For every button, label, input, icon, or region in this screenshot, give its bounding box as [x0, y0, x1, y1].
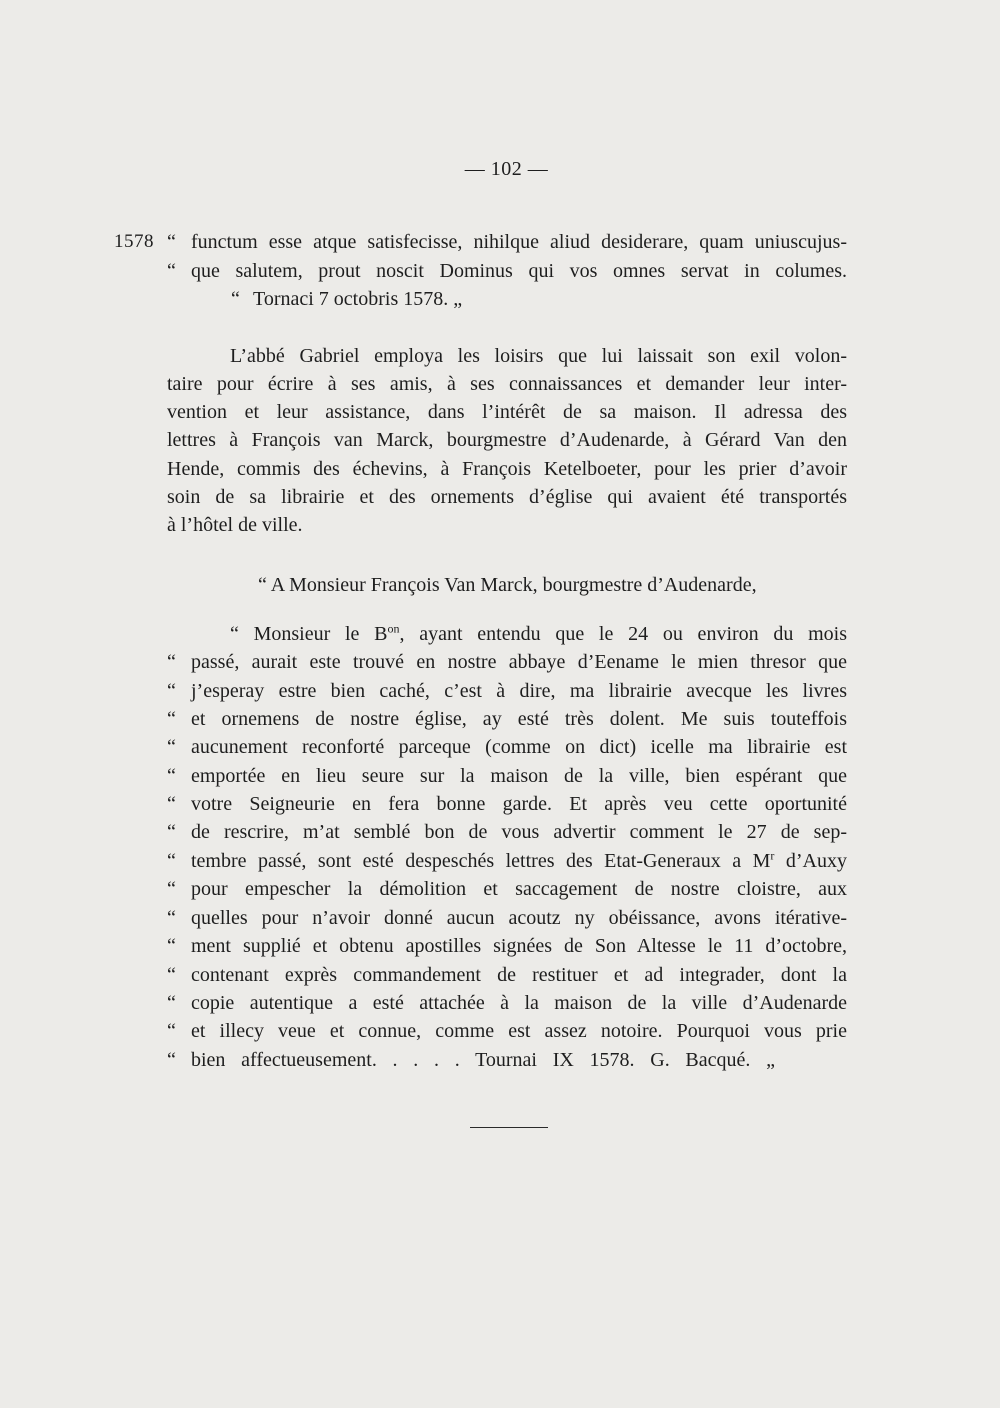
page-number: — 102 — — [464, 158, 549, 180]
quote-mark: “ — [167, 736, 176, 758]
quote-mark: “ — [167, 765, 176, 787]
quote-mark: “ — [167, 850, 176, 872]
letter-line: pour empescher la démolition et saccagement de nostre cloistre, aux — [191, 878, 847, 900]
quote-mark: “ — [167, 260, 176, 282]
latin-line: Tornaci 7 octobris 1578. „ — [253, 288, 463, 310]
letter-line: “ Monsieur le $B^{on}$, ayant entendu que le 24 ou environ du mois — [230, 621, 848, 645]
letter-line: passé, aurait este trouvé en nostre abbaye d’Eename le mien thresor que — [191, 651, 847, 673]
quote-mark: “ — [167, 651, 176, 673]
quote-mark: “ — [167, 821, 176, 843]
closing-rule — [470, 1127, 548, 1128]
narrative-line: vention et leur assistance, dans l’intérêt de sa maison. Il adressa des — [167, 401, 847, 423]
narrative-line: à l’hôtel de ville. — [167, 514, 303, 536]
narrative-line: soin de sa librairie et des ornements d’église qui avaient été transportés — [167, 486, 847, 508]
quote-mark: “ — [167, 793, 176, 815]
quote-mark: “ — [167, 708, 176, 730]
quote-mark: “ — [167, 878, 176, 900]
letter-line: et illecy veue et connue, comme est assez notoire. Pourquoi vous prie — [191, 1020, 847, 1042]
margin-year: 1578 — [114, 231, 154, 252]
quote-mark: “ — [231, 288, 240, 310]
quote-mark: “ — [167, 680, 176, 702]
letter-line: emportée en lieu seure sur la maison de la ville, bien espérant que — [191, 765, 847, 787]
letter-line: de rescrire, m’at semblé bon de vous advertir comment le 27 de sep- — [191, 821, 847, 843]
letter-line: ment supplié et obtenu apostilles signées de Son Altesse le 11 d’octobre, — [191, 935, 847, 957]
quote-mark: “ — [167, 1049, 176, 1071]
narrative-line: L’abbé Gabriel employa les loisirs que lui laissait son exil volon- — [230, 345, 847, 367]
letter-line: j’esperay estre bien caché, c’est à dire, ma librairie avecque les livres — [191, 680, 847, 702]
quote-mark: “ — [167, 907, 176, 929]
letter-address: “ A Monsieur François Van Marck, bourgmestre d’Audenarde, — [258, 574, 757, 596]
latin-line: functum esse atque satisfecisse, nihilque aliud desiderare, quam uniuscujus- — [191, 231, 847, 253]
letter-line: tembre passé, sont esté despeschés lettres des Etat-Generaux a $M^r$ d’Auxy — [191, 848, 847, 872]
letter-line: bien affectueusement. . . . . Tournai IX 1578. G. Bacqué. „ — [191, 1049, 775, 1071]
letter-line: quelles pour n’avoir donné aucun acoutz ny obéissance, avons itérative- — [191, 907, 847, 929]
quote-mark: “ — [167, 1020, 176, 1042]
quote-mark: “ — [167, 964, 176, 986]
letter-line: copie autentique a esté attachée à la maison de la ville d’Audenarde — [191, 992, 847, 1014]
narrative-line: Hende, commis des échevins, à François Ketelboeter, pour les prier d’avoir — [167, 458, 847, 480]
letter-line: votre Seigneurie en fera bonne garde. Et après veu cette oportunité — [191, 793, 847, 815]
letter-line: et ornemens de nostre église, ay esté très dolent. Me suis touteffois — [191, 708, 847, 730]
latin-line: que salutem, prout noscit Dominus qui vos omnes servat in columes. — [191, 260, 847, 282]
letter-line: aucunement reconforté parceque (comme on dict) icelle ma librairie est — [191, 736, 847, 758]
quote-mark: “ — [167, 992, 176, 1014]
letter-line: contenant exprès commandement de restituer et ad integrader, dont la — [191, 964, 847, 986]
quote-mark: “ — [167, 935, 176, 957]
narrative-line: lettres à François van Marck, bourgmestre d’Audenarde, à Gérard Van den — [167, 429, 847, 451]
narrative-line: taire pour écrire à ses amis, à ses connaissances et demander leur inter- — [167, 373, 847, 395]
quote-mark: “ — [167, 231, 176, 253]
